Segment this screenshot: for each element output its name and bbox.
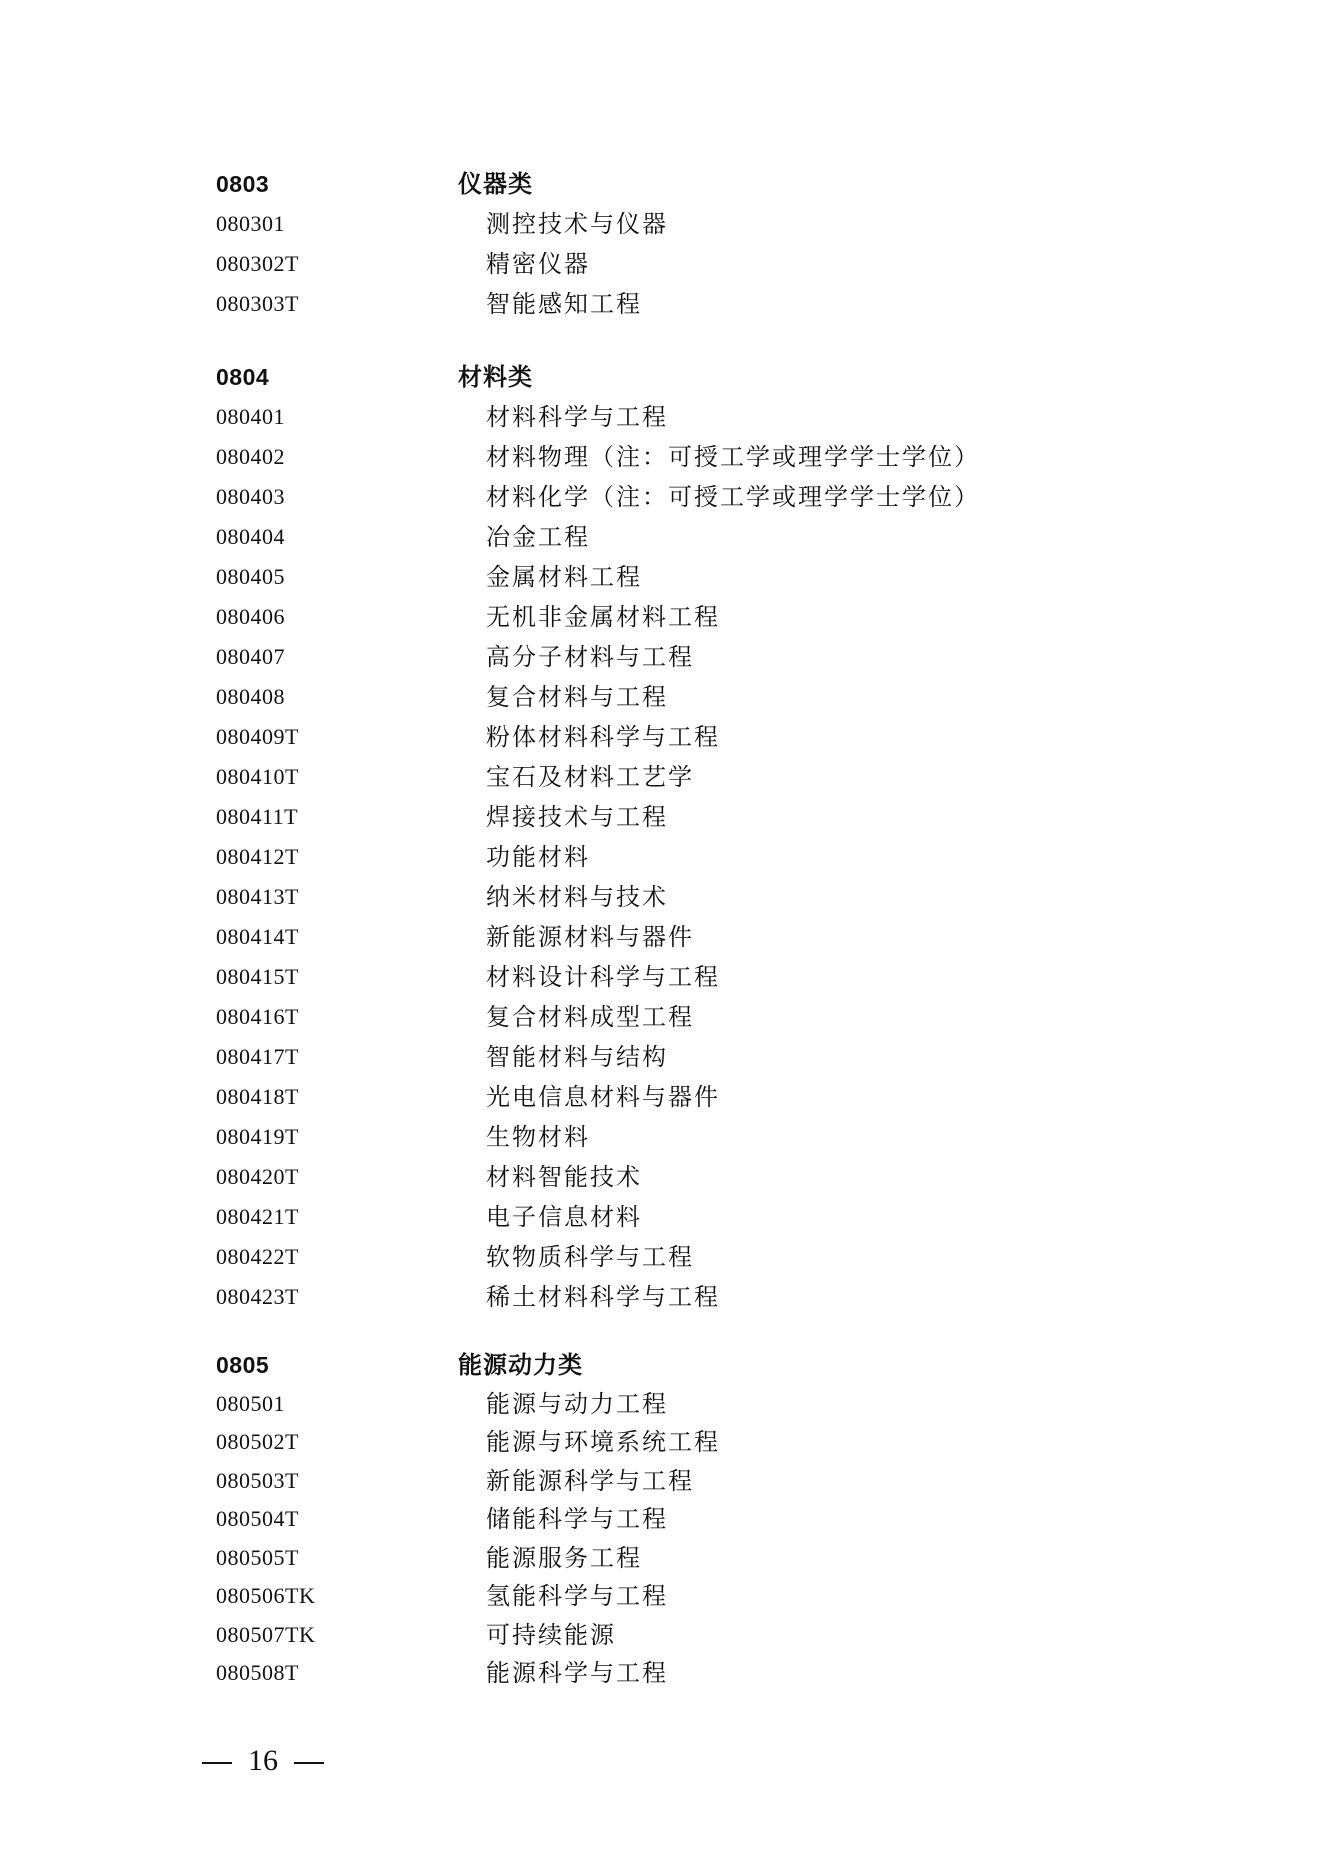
- major-row: [216, 1654, 1116, 1693]
- major-row: [216, 917, 1116, 957]
- major-row: [216, 597, 1116, 637]
- major-code: 080405: [216, 564, 285, 589]
- category-name: 材料类: [458, 363, 533, 391]
- category-group-0805: [216, 1346, 1116, 1693]
- major-name: 精密仪器: [486, 250, 590, 278]
- major-code: 080504T: [216, 1506, 299, 1531]
- category-header: [216, 164, 1116, 204]
- major-code: 080406: [216, 604, 285, 629]
- major-name: 生物材料: [486, 1123, 590, 1151]
- major-row: [216, 837, 1116, 877]
- major-code: 080410T: [216, 764, 299, 789]
- major-row: [216, 677, 1116, 717]
- major-name: 纳米材料与技术: [486, 883, 668, 911]
- major-code: 080423T: [216, 1284, 299, 1309]
- category-name: 能源动力类: [458, 1351, 583, 1379]
- major-code: 080409T: [216, 724, 299, 749]
- major-code: 080420T: [216, 1164, 299, 1189]
- major-name: 无机非金属材料工程: [486, 603, 720, 631]
- major-code: 080402: [216, 444, 285, 469]
- major-row: [216, 1500, 1116, 1539]
- major-name: 复合材料与工程: [486, 683, 668, 711]
- major-row: [216, 1616, 1116, 1655]
- major-name: 功能材料: [486, 843, 590, 871]
- major-name: 材料科学与工程: [486, 403, 668, 431]
- major-row: [216, 1423, 1116, 1462]
- major-code: 080422T: [216, 1244, 299, 1269]
- major-row: [216, 717, 1116, 757]
- major-code: 080503T: [216, 1467, 299, 1493]
- major-code: 080408: [216, 684, 285, 709]
- major-code: 080303T: [216, 291, 299, 316]
- major-name: 新能源科学与工程: [486, 1466, 694, 1495]
- category-header: [216, 1346, 1116, 1385]
- major-row: [216, 997, 1116, 1037]
- major-code: 080418T: [216, 1084, 299, 1109]
- major-name: 软物质科学与工程: [486, 1243, 694, 1271]
- category-group-0804: [216, 357, 1116, 1317]
- major-code: 080501: [216, 1390, 285, 1416]
- major-code: 080404: [216, 524, 285, 549]
- major-row: [216, 1577, 1116, 1616]
- major-name: 粉体材料科学与工程: [486, 723, 720, 751]
- major-code: 080505T: [216, 1544, 299, 1570]
- major-code: 080411T: [216, 804, 299, 829]
- major-row: [216, 557, 1116, 597]
- major-name: 高分子材料与工程: [486, 643, 694, 671]
- major-code: 080403: [216, 484, 285, 509]
- major-row: [216, 1197, 1116, 1237]
- major-code: 080414T: [216, 924, 299, 949]
- major-row: [216, 284, 1116, 324]
- major-code: 080407: [216, 644, 285, 669]
- major-row: [216, 1037, 1116, 1077]
- major-name: 能源与动力工程: [486, 1389, 668, 1418]
- major-name: 能源与环境系统工程: [486, 1428, 720, 1456]
- major-row: [216, 1077, 1116, 1117]
- major-name: 焊接技术与工程: [486, 803, 668, 831]
- major-row: [216, 877, 1116, 917]
- major-name: 稀土材料科学与工程: [486, 1283, 720, 1311]
- major-name: 材料智能技术: [486, 1163, 642, 1191]
- major-name: 储能科学与工程: [486, 1505, 668, 1533]
- category-header: [216, 357, 1116, 397]
- major-row: [216, 397, 1116, 437]
- major-name: 新能源材料与器件: [486, 923, 694, 951]
- category-group-0803: [216, 164, 1116, 324]
- major-row: [216, 757, 1116, 797]
- major-name: 冶金工程: [486, 523, 590, 551]
- major-row: [216, 797, 1116, 837]
- major-name: 材料化学（注：可授工学或理学学士学位）: [486, 483, 980, 511]
- major-name: 可持续能源: [486, 1620, 616, 1649]
- category-code: 0803: [216, 171, 270, 197]
- major-row: [216, 517, 1116, 557]
- major-code: 080412T: [216, 844, 299, 869]
- major-code: 080502T: [216, 1429, 299, 1454]
- major-name: 电子信息材料: [486, 1203, 642, 1231]
- category-code: 0804: [216, 364, 270, 390]
- major-row: [216, 244, 1116, 284]
- major-code: 080413T: [216, 884, 299, 909]
- category-code: 0805: [216, 1352, 270, 1378]
- page-number-footer: [202, 1741, 324, 1781]
- major-row: [216, 1462, 1116, 1501]
- major-row: [216, 1237, 1116, 1277]
- major-name: 能源科学与工程: [486, 1659, 668, 1687]
- major-name: 金属材料工程: [486, 563, 642, 591]
- major-row: [216, 1157, 1116, 1197]
- major-row: [216, 1385, 1116, 1424]
- major-row: [216, 637, 1116, 677]
- major-name: 材料物理（注：可授工学或理学学士学位）: [486, 443, 980, 471]
- major-name: 复合材料成型工程: [486, 1003, 694, 1031]
- major-name: 宝石及材料工艺学: [486, 763, 694, 791]
- major-name: 材料设计科学与工程: [486, 963, 720, 991]
- major-name: 测控技术与仪器: [486, 210, 668, 238]
- major-code: 080421T: [216, 1204, 299, 1229]
- left-dash: [202, 1762, 232, 1764]
- major-name: 智能感知工程: [486, 290, 642, 318]
- major-name: 智能材料与结构: [486, 1043, 668, 1071]
- right-dash: [294, 1762, 324, 1764]
- major-row: [216, 1117, 1116, 1157]
- major-name: 光电信息材料与器件: [486, 1083, 720, 1111]
- major-code: 080415T: [216, 964, 299, 989]
- major-row: [216, 1539, 1116, 1578]
- major-code: 080302T: [216, 251, 299, 276]
- major-code: 080507TK: [216, 1621, 316, 1647]
- major-row: [216, 957, 1116, 997]
- major-code: 080419T: [216, 1124, 299, 1149]
- category-name: 仪器类: [458, 170, 533, 198]
- major-code: 080301: [216, 211, 285, 236]
- page-number: 16: [248, 1744, 278, 1777]
- major-code: 080417T: [216, 1044, 299, 1069]
- major-code: 080401: [216, 404, 285, 429]
- major-row: [216, 204, 1116, 244]
- major-name: 能源服务工程: [486, 1543, 642, 1572]
- major-code: 080506TK: [216, 1583, 316, 1608]
- major-code: 080508T: [216, 1660, 299, 1685]
- major-row: [216, 1277, 1116, 1317]
- major-row: [216, 437, 1116, 477]
- major-row: [216, 477, 1116, 517]
- major-code: 080416T: [216, 1004, 299, 1029]
- major-name: 氢能科学与工程: [486, 1582, 668, 1610]
